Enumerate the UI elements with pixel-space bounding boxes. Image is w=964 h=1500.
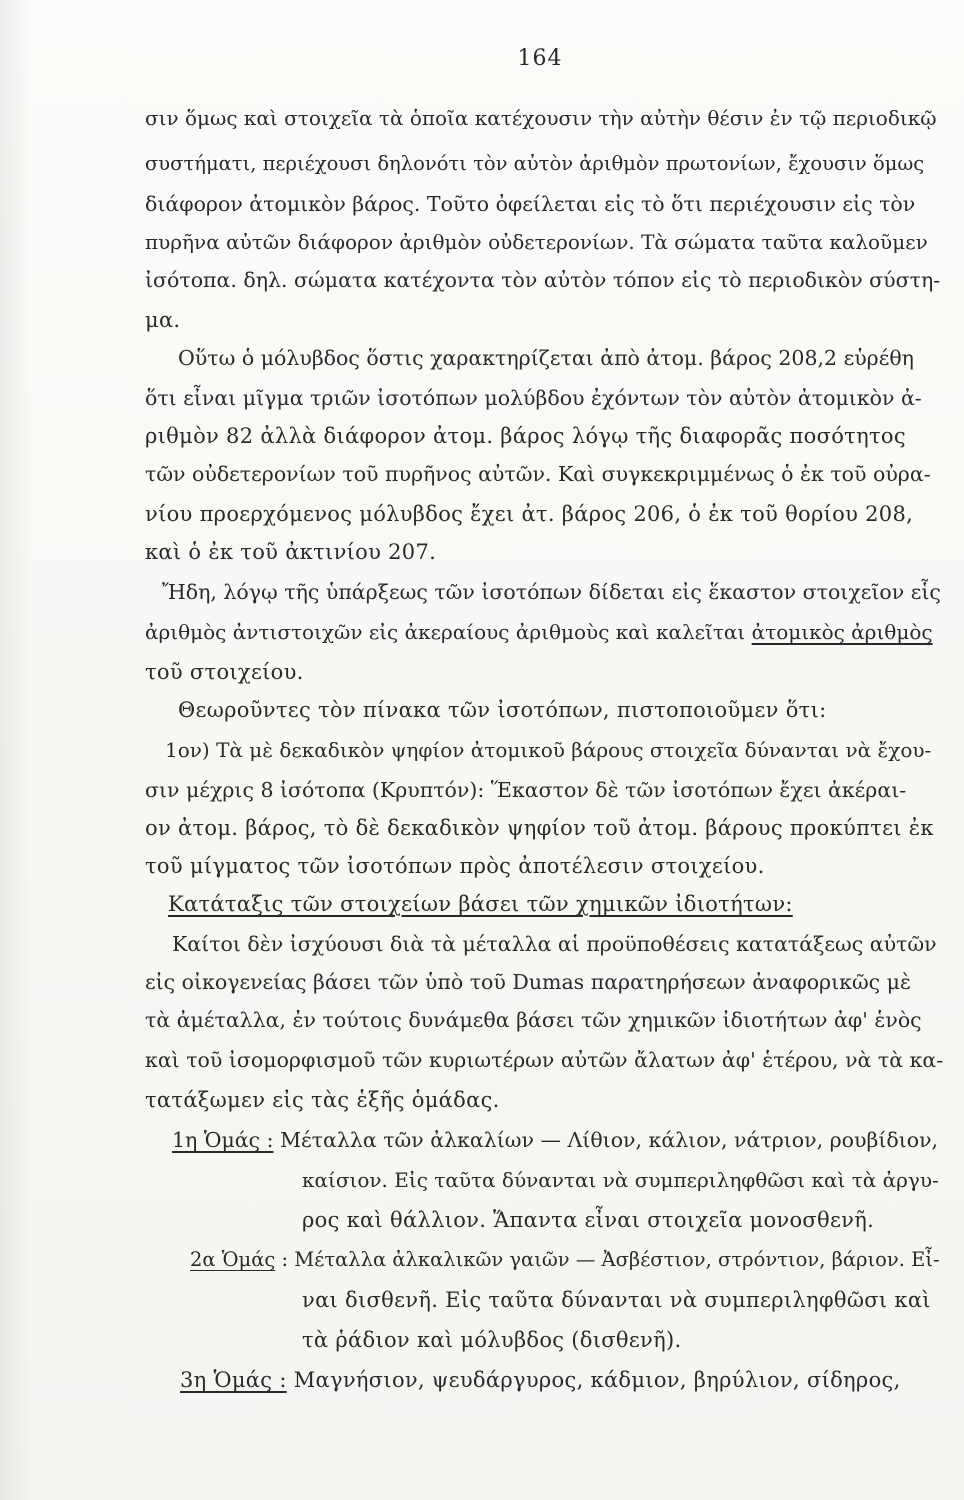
text-line: σιν μέχρις 8 ἰσότοπα (Κρυπτόν): Ἕκαστον δὲ τῶν ἰσοτόπων ἔχει ἀκέραι- xyxy=(145,778,907,802)
text-line: ον ἀτομ. βάρος, τὸ δὲ δεκαδικὸν ψηφίον τοῦ ἀτομ. βάρους προκύπτει ἐκ xyxy=(145,816,934,840)
text-line: καίσιον. Εἰς ταῦτα δύνανται νὰ συμπεριληφθῶσι καὶ τὰ ἀργυ- xyxy=(302,1168,939,1192)
text-line: τῶν οὐδετερονίων τοῦ πυρῆνος αὐτῶν. Καὶ συγκεκριμμένως ὁ ἐκ τοῦ οὐρα- xyxy=(145,462,931,486)
text-line: συστήματι, περιέχουσι δηλονότι τὸν αὐτὸν ἀριθμὸν πρωτονίων, ἔχουσιν ὅμως xyxy=(145,152,925,175)
text-line: ναι δισθενῆ. Εἰς ταῦτα δύνανται νὰ συμπεριληφθῶσι καὶ xyxy=(302,1288,931,1312)
text-line: Οὕτω ὁ μόλυβδος ὅστις χαρακτηρίζεται ἀπὸ ἀτομ. βάρος 208,2 εὑρέθη xyxy=(178,346,914,370)
text-line: τὰ ἀμέταλλα, ἐν τούτοις δυνάμεθα βάσει τῶν χημικῶν ἰδιοτήτων ἀφ' ἑνὸς xyxy=(145,1008,922,1032)
group-line xyxy=(172,1126,938,1154)
group-label: 3η Ὁμάς : xyxy=(180,1368,287,1392)
text-line: πυρῆνα αὐτῶν διάφορον ἀριθμὸν οὐδετερονίων. Τὰ σώματα ταῦτα καλοῦμεν xyxy=(145,230,928,254)
group-label: 2α Ὁμάς xyxy=(190,1248,276,1271)
section-heading: Κατάταξις τῶν στοιχείων βάσει τῶν χημικῶν ἰδιοτήτων: xyxy=(168,892,793,916)
text-line: ἰσότοπα. δηλ. σώματα κατέχοντα τὸν αὐτὸν τόπον εἰς τὸ περιοδικὸν σύστη- xyxy=(145,268,941,292)
text-line: τοῦ μίγματος τῶν ἰσοτόπων πρὸς ἀποτέλεσιν στοιχείου. xyxy=(145,854,765,878)
text-span: ἀριθμὸς ἀντιστοιχῶν εἰς ἀκεραίους ἀριθμοὺς καὶ καλεῖται xyxy=(145,620,746,644)
page-edge-shadow xyxy=(0,0,30,1500)
text-line: καὶ τοῦ ἰσομορφισμοῦ τῶν κυριωτέρων αὐτῶν ἄλατων ἀφ' ἑτέρου, νὰ τὰ κα- xyxy=(145,1048,944,1072)
text-line: μα. xyxy=(145,308,181,332)
text-line: νίου προερχόμενος μόλυβδος ἔχει ἀτ. βάρος 206, ὁ ἐκ τοῦ θορίου 208, xyxy=(145,502,914,526)
text-line: ὅτι εἶναι μῖγμα τριῶν ἰσοτόπων μολύβδου ἐχόντων τὸν αὐτὸν ἀτομικὸν ἀ- xyxy=(145,386,922,410)
text-line: τοῦ στοιχείου. xyxy=(145,660,304,684)
group-line xyxy=(190,1246,940,1274)
text-line: διάφορον ἀτομικὸν βάρος. Τοῦτο ὀφείλεται εἰς τὸ ὅτι περιέχουσιν εἰς τὸν xyxy=(145,192,916,216)
group-line xyxy=(180,1366,901,1394)
text-span: : Μέταλλα ἀλκαλικῶν γαιῶν — Ἀσβέστιον, στρόντιον, βάριον. Εἶ- xyxy=(281,1248,940,1271)
text-line: ριθμὸν 82 ἀλλὰ διάφορον ἀτομ. βάρος λόγῳ τῆς διαφορᾶς ποσότητος xyxy=(145,424,906,448)
text-line: Θεωροῦντες τὸν πίνακα τῶν ἰσοτόπων, πιστοποιοῦμεν ὅτι: xyxy=(178,698,827,722)
text-span: Μαγνήσιον, ψευδάργυρος, κάδμιον, βηρύλιον, σίδηρος, xyxy=(293,1368,901,1392)
text-line: 1ον) Τὰ μὲ δεκαδικὸν ψηφίον ἀτομικοῦ βάρους στοιχεῖα δύνανται νὰ ἔχου- xyxy=(165,738,932,762)
text-line: καὶ ὁ ἐκ τοῦ ἀκτινίου 207. xyxy=(145,540,437,564)
text-span: Μέταλλα τῶν ἀλκαλίων — Λίθιον, κάλιον, νάτριον, ρουβίδιον, xyxy=(280,1128,939,1152)
page-number: 164 xyxy=(517,46,563,71)
text-line: σιν ὅμως καὶ στοιχεῖα τὰ ὁποῖα κατέχουσιν τὴν αὐτὴν θέσιν ἐν τῷ περιοδικῷ xyxy=(145,106,937,130)
text-line: ρος καὶ θάλλιον. Ἅπαντα εἶναι στοιχεῖα μονοσθενῆ. xyxy=(302,1208,875,1232)
text-line: τὰ ῥάδιον καὶ μόλυβδος (δισθενῆ). xyxy=(302,1328,682,1352)
text-line: τατάξωμεν εἰς τὰς ἑξῆς ὁμάδας. xyxy=(145,1088,500,1112)
text-line: Καίτοι δὲν ἰσχύουσι διὰ τὰ μέταλλα αἱ προϋποθέσεις κατατάξεως αὐτῶν xyxy=(172,932,937,956)
text-line: εἰς οἰκογενείας βάσει τῶν ὑπὸ τοῦ Dumas παρατηρήσεων ἀναφορικῶς μὲ xyxy=(145,970,911,994)
text-line xyxy=(145,618,933,646)
text-line: Ἤδη, λόγῳ τῆς ὑπάρξεως τῶν ἰσοτόπων δίδεται εἰς ἕκαστον στοιχεῖον εἷς xyxy=(162,580,941,604)
group-label: 1η Ὁμάς : xyxy=(172,1128,274,1152)
underlined-term: ἀτομικὸς ἀριθμὸς xyxy=(751,620,933,644)
